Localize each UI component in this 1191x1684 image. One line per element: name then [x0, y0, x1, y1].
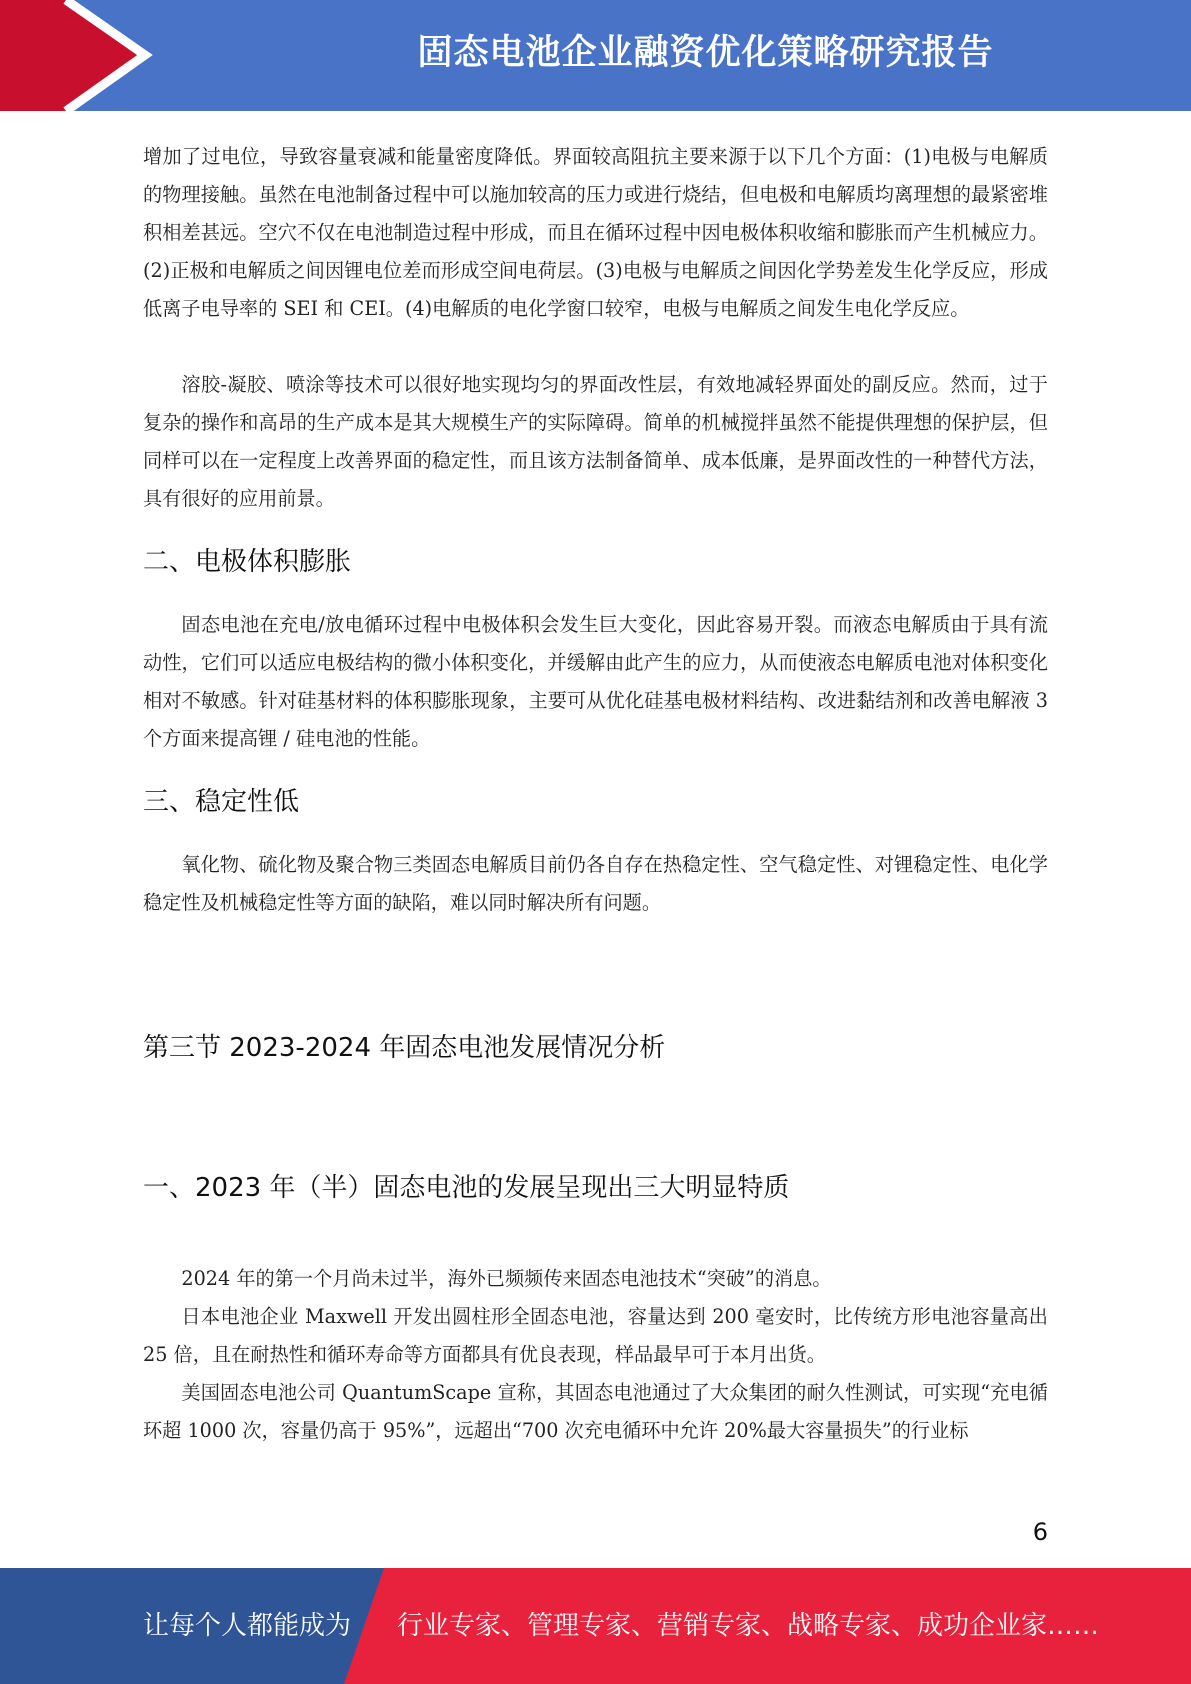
- footer-slogan-left: 让每个人都能成为: [143, 1611, 352, 1641]
- body-paragraph: 固态电池在充电/放电循环过程中电极体积会发生巨大变化，因此容易开裂。而液态电解质由于具有流动性，它们可以适应电极结构的微小体积变化，并缓解由此产生的应力，从而使液态电解质电池对体积变化相对不敏感。针对硅基材料的体积膨胀现象，主要可从优化硅基电极材料结构、改进黏结剂和改善电解液 3 个方面来提高锂 / 硅电池的性能。: [143, 613, 1048, 750]
- page-footer: [0, 1568, 1191, 1684]
- document-body: [143, 138, 1048, 1450]
- subsection-title: 一、2023 年（半）固态电池的发展呈现出三大明显特质: [143, 1173, 790, 1203]
- body-paragraph: 增加了过电位，导致容量衰减和能量密度降低。界面较高阻抗主要来源于以下几个方面：(1)电极与电解质的物理接触。虽然在电池制备过程中可以施加较高的压力或进行烧结，但电极和电解质均离理想的最紧密堆积相差甚远。空穴不仅在电池制造过程中形成，而且在循环过程中因电极体积收缩和膨胀而产生机械应力。(2)正极和电解质之间因锂电位差而形成空间电荷层。(3)电极与电解质之间因化学势差发生化学反应，形成低离子电导率的 SEI 和 CEI。(4)电解质的电化学窗口较窄，电极与电解质之间发生电化学反应。: [143, 145, 1048, 320]
- page-header: [0, 0, 1191, 111]
- body-paragraph: 溶胶-凝胶、喷涂等技术可以很好地实现均匀的界面改性层，有效地减轻界面处的副反应。然而，过于复杂的操作和高昂的生产成本是其大规模生产的实际障碍。简单的机械搅拌虽然不能提供理想的保护层，但同样可以在一定程度上改善界面的稳定性，而且该方法制备简单、成本低廉，是界面改性的一种替代方法，具有很好的应用前景。: [143, 373, 1048, 510]
- body-paragraph: 美国固态电池公司 QuantumScape 宣称，其固态电池通过了大众集团的耐久性测试，可实现“充电循环超 1000 次，容量仍高于 95%”，远超出“700 次充电循环中允许 20%最大容量损失”的行业标: [143, 1381, 1048, 1442]
- body-paragraph: 日本电池企业 Maxwell 开发出圆柱形全固态电池，容量达到 200 毫安时，比传统方形电池容量高出 25 倍，且在耐热性和循环寿命等方面都具有优良表现，样品最早可于本月出货。: [143, 1305, 1048, 1366]
- section-heading: 二、电极体积膨胀: [143, 547, 352, 577]
- section-heading: 三、稳定性低: [143, 787, 300, 817]
- body-paragraph: 2024 年的第一个月尚未过半，海外已频频传来固态电池技术“突破”的消息。: [181, 1267, 832, 1290]
- report-title: 固态电池企业融资优化策略研究报告: [417, 33, 994, 73]
- chevron-logo-icon: [0, 0, 160, 111]
- body-paragraph: 氧化物、硫化物及聚合物三类固态电解质目前仍各自存在热稳定性、空气稳定性、对锂稳定性、电化学稳定性及机械稳定性等方面的缺陷，难以同时解决所有问题。: [143, 853, 1048, 914]
- page-number: 6: [1032, 1518, 1048, 1546]
- chapter-section-title: 第三节 2023-2024 年固态电池发展情况分析: [143, 1033, 666, 1063]
- footer-slogan-right: 行业专家、管理专家、营销专家、战略专家、成功企业家……: [397, 1611, 1100, 1641]
